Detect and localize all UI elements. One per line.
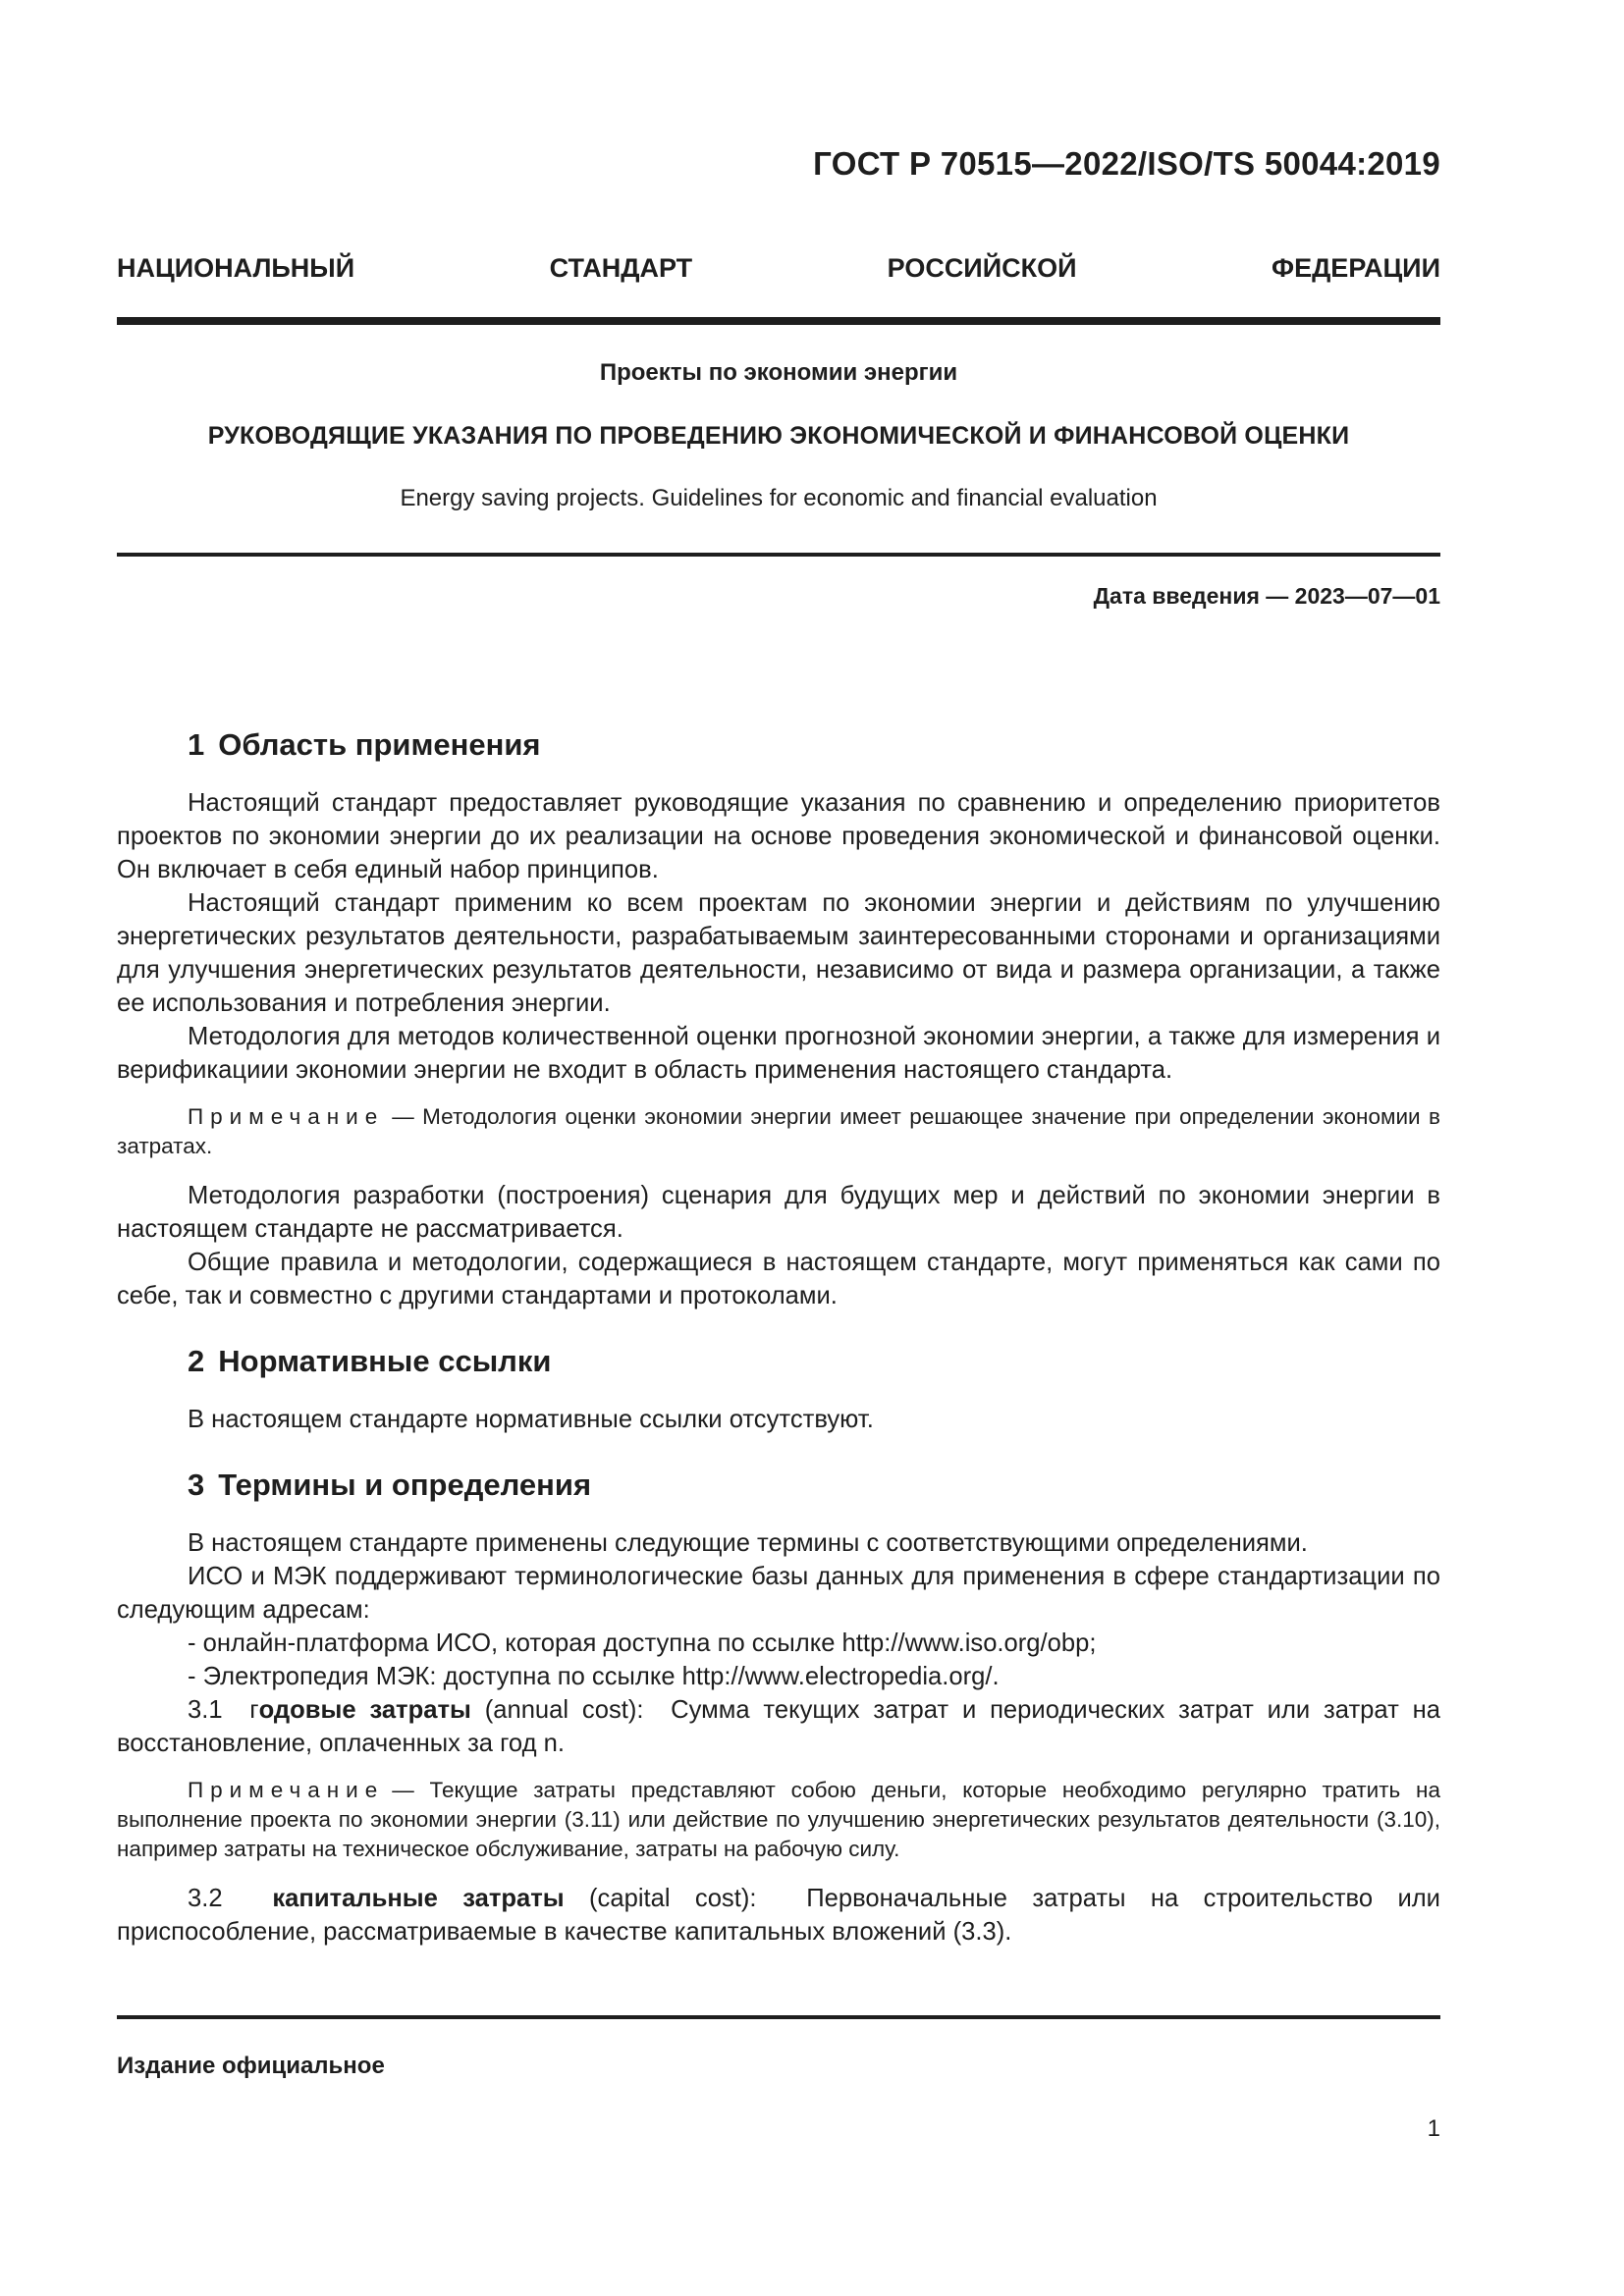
header-rule (117, 317, 1440, 325)
term-entry: 3.1 годовые затраты (annual cost): Сумма текущих затрат и периодических затрат или затрат на восстановление, оплаченных за год n. (117, 1696, 1440, 1757)
note-label: Примечание (188, 1778, 385, 1802)
paragraph: Методология разработки (построения) сценария для будущих мер и действий по экономии энергии в настоящем стандарте не рассматривается. (117, 1182, 1440, 1243)
doc-title-en: Energy saving projects. Guidelines for economic and financial evaluation (400, 485, 1158, 511)
page-number: 1 (1427, 2115, 1440, 2142)
term-definition: Сумма текущих затрат и периодических затрат или затрат на восстановление, оплаченных за год n. (117, 1696, 1440, 1757)
title-rule (117, 553, 1440, 557)
term-entry: 3.2 капитальные затраты (capital cost): Первоначальные затраты на строительство или приспособление, рассматриваемые в качестве капитальных вложений (3.3). (117, 1885, 1440, 1946)
term: одовые затраты (258, 1696, 471, 1724)
section-heading: 2 Нормативные ссылки (188, 1344, 552, 1378)
note (117, 1776, 1440, 1864)
paragraph: Общие правила и методологии, содержащиеся в настоящем стандарте, могут применяться как сами по себе, так и совместно с другими стандартами и протоколами. (117, 1249, 1440, 1309)
section-heading: 1 Область применения (188, 727, 541, 762)
note (117, 1102, 1440, 1161)
paragraph: ИСО и МЭК поддерживают терминологические базы данных для применения в сфере стандартизации по следующим адресам: (117, 1563, 1440, 1624)
doc-subject: Проекты по экономии энергии (599, 359, 958, 386)
list-item: - онлайн-платформа ИСО, которая доступна по ссылке http://www.iso.org/obp; (188, 1629, 1097, 1657)
address-list (117, 1627, 1440, 1693)
note-text: — Текущие затраты представляют собою деньги, которые необходимо регулярно тратить на выполнение проекта по экономии энергии (3.11) или действие по улучшению энергетических результатов деятельности (3.10), например затраты на техническое обслуживание, затраты на рабочую силу. (117, 1778, 1440, 1861)
intro-date: Дата введения — 2023—07—01 (1093, 583, 1440, 609)
note-label: Примечание (188, 1104, 385, 1129)
term-definition: Первоначальные затраты на строительство или приспособление, рассматриваемые в качестве капитальных вложений (3.3). (117, 1885, 1440, 1946)
doc-code: ГОСТ Р 70515—2022/ISO/TS 50044:2019 (813, 145, 1440, 182)
edition-label: Издание официальное (117, 2053, 385, 2079)
doc-title: РУКОВОДЯЩИЕ УКАЗАНИЯ ПО ПРОВЕДЕНИЮ ЭКОНОМИЧЕСКОЙ И ФИНАНСОВОЙ ОЦЕНКИ (207, 422, 1350, 450)
paragraph: Настоящий стандарт применим ко всем проектам по экономии энергии и действиям по улучшению энергетических результатов деятельности, разрабатываемым заинтересованными сторонами и организациями для улучшения энергетических результатов деятельности, независимо от вида и размера организации, а также ее использования и потребления энергии. (117, 889, 1440, 1017)
paragraph: Методология для методов количественной оценки прогнозной экономии энергии, а также для измерения и верификациии экономии энергии не входит в область применения настоящего стандарта. (117, 1023, 1440, 1084)
note-text: — Методология оценки экономии энергии имеет решающее значение при определении экономии в затратах. (117, 1104, 1440, 1158)
paragraph: В настоящем стандарте нормативные ссылки отсутствуют. (188, 1406, 874, 1433)
footer-rule (117, 2015, 1440, 2019)
document-body (117, 725, 1440, 1949)
list-item: - Электропедия МЭК: доступна по ссылке http://www.electropedia.org/. (188, 1663, 1000, 1690)
section-heading: 3 Термины и определения (188, 1468, 592, 1502)
paragraph: В настоящем стандарте применены следующие термины с соответствующими определениями. (188, 1529, 1308, 1557)
term: капитальные затраты (272, 1885, 565, 1912)
paragraph: Настоящий стандарт предоставляет руководящие указания по сравнению и определению приоритетов проектов по экономии энергии до их реализации на основе проведения экономической и финансовой оценки. Он включает в себя единый набор принципов. (117, 789, 1440, 883)
national-standard-heading: НАЦИОНАЛЬНЫЙ СТАНДАРТ РОССИЙСКОЙ ФЕДЕРАЦИИ (117, 253, 1440, 283)
